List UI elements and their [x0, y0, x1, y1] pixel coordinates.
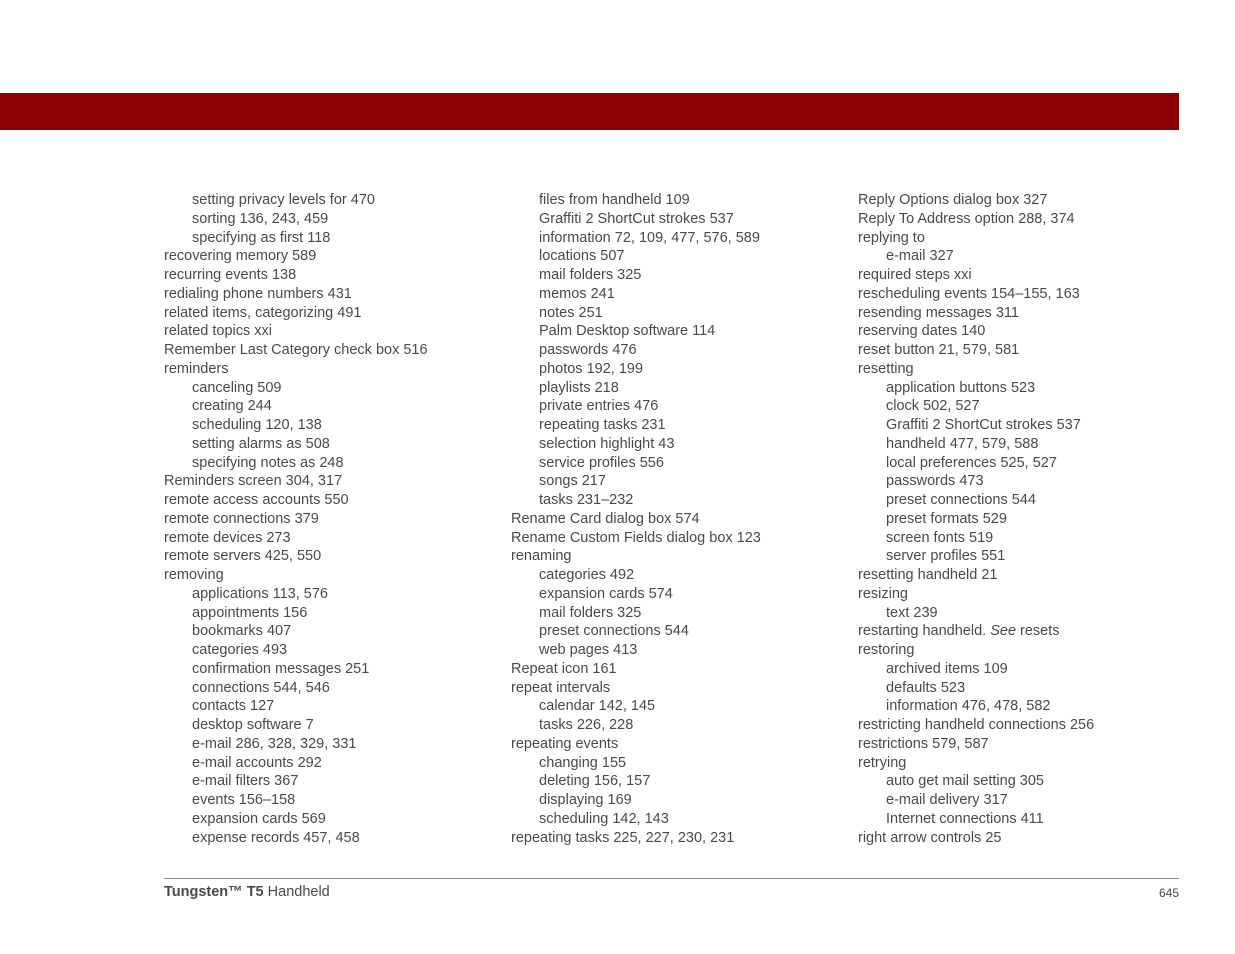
- index-entry: remote access accounts 550: [164, 492, 349, 508]
- index-subentry: changing 155: [539, 754, 627, 771]
- index-subentry: scheduling 120, 138: [192, 417, 322, 433]
- index-subentry: screen fonts 519: [886, 529, 994, 546]
- index-subentry: canceling 509: [192, 379, 282, 396]
- footer-divider: [164, 878, 1179, 879]
- index-subentry: mail folders 325: [539, 267, 642, 283]
- index-column-3: [858, 191, 1198, 847]
- index-subentry: scheduling 142, 143: [539, 810, 669, 827]
- index-entry: Rename Custom Fields dialog box 123: [511, 529, 761, 546]
- index-subentry: expansion cards 569: [192, 810, 326, 827]
- index-subentry: passwords 476: [539, 342, 637, 358]
- index-subentry: e-mail 286, 328, 329, 331: [192, 735, 357, 752]
- index-entry: resetting handheld 21: [858, 567, 998, 583]
- index-entry: related topics xxi: [164, 323, 272, 340]
- index-subentry: repeating tasks 231: [539, 417, 666, 433]
- index-entry: replying to: [858, 229, 925, 246]
- index-subentry: specifying notes as 248: [192, 454, 344, 471]
- index-entry: renaming: [511, 548, 572, 565]
- index-subentry: text 239: [886, 604, 938, 621]
- see-reference: See: [990, 623, 1017, 640]
- index-subentry: photos 192, 199: [539, 360, 644, 377]
- index-subentry: locations 507: [539, 248, 625, 265]
- index-subentry: specifying as first 118: [192, 229, 331, 246]
- index-subentry: Graffiti 2 ShortCut strokes 537: [886, 417, 1081, 433]
- index-entry: repeat intervals: [511, 679, 611, 696]
- index-subentry: handheld 477, 579, 588: [886, 435, 1039, 452]
- index-subentry: desktop software 7: [192, 717, 314, 733]
- index-subentry: connections 544, 546: [192, 679, 330, 696]
- index-subentry: passwords 473: [886, 473, 984, 490]
- index-subentry: deleting 156, 157: [539, 773, 651, 790]
- footer-product-title: [164, 884, 330, 900]
- index-entry: Repeat icon 161: [511, 660, 617, 677]
- index-subentry: local preferences 525, 527: [886, 454, 1057, 471]
- index-subentry: auto get mail setting 305: [886, 773, 1044, 790]
- index-entry: resending messages 311: [858, 304, 1019, 321]
- index-entry: repeating tasks 225, 227, 230, 231: [511, 829, 735, 846]
- index-subentry: calendar 142, 145: [539, 698, 656, 715]
- index-subentry: playlists 218: [539, 379, 619, 396]
- index-entry: restoring: [858, 642, 915, 658]
- index-subentry: appointments 156: [192, 604, 308, 621]
- index-entry: Reply To Address option 288, 374: [858, 210, 1075, 227]
- index-subentry: preset formats 529: [886, 510, 1007, 527]
- index-subentry: defaults 523: [886, 679, 966, 696]
- index-subentry: server profiles 551: [886, 548, 1006, 565]
- index-entry: Rename Card dialog box 574: [511, 510, 700, 527]
- index-entry: right arrow controls 25: [858, 829, 1002, 846]
- index-subentry: confirmation messages 251: [192, 660, 370, 677]
- index-entry: remote servers 425, 550: [164, 548, 322, 565]
- index-subentry: selection highlight 43: [539, 435, 675, 452]
- index-entry: remote connections 379: [164, 510, 319, 527]
- index-entry: Remember Last Category check box 516: [164, 342, 428, 358]
- index-subentry: contacts 127: [192, 698, 275, 715]
- index-subentry: memos 241: [539, 285, 615, 302]
- index-subentry: Graffiti 2 ShortCut strokes 537: [539, 210, 734, 227]
- index-subentry: songs 217: [539, 473, 606, 490]
- index-entry: restarting handheld. See resets: [858, 623, 1060, 640]
- index-entry: reserving dates 140: [858, 323, 986, 340]
- index-entry: removing: [164, 567, 224, 583]
- page-number: 645: [1158, 886, 1179, 900]
- index-subentry: Palm Desktop software 114: [539, 323, 716, 340]
- index-subentry: expense records 457, 458: [192, 829, 360, 846]
- index-subentry: information 72, 109, 477, 576, 589: [539, 229, 760, 246]
- index-entry: resetting: [858, 360, 914, 377]
- index-subentry: information 476, 478, 582: [886, 698, 1051, 715]
- index-subentry: sorting 136, 243, 459: [192, 210, 329, 227]
- index-entry: remote devices 273: [164, 529, 291, 546]
- index-entry: rescheduling events 154–155, 163: [858, 285, 1080, 302]
- index-subentry: private entries 476: [539, 398, 659, 415]
- index-entry: related items, categorizing 491: [164, 304, 362, 321]
- index-entry: redialing phone numbers 431: [164, 285, 352, 302]
- index-subentry: preset connections 544: [539, 623, 689, 640]
- index-subentry: Internet connections 411: [886, 810, 1044, 827]
- footer-product-suffix: Handheld: [263, 884, 330, 900]
- header-banner: [0, 93, 1179, 130]
- index-entry: retrying: [858, 754, 907, 771]
- index-column-1: [164, 191, 504, 847]
- index-subentry: tasks 231–232: [539, 492, 634, 508]
- index-entry: resizing: [858, 585, 908, 602]
- index-subentry: clock 502, 527: [886, 398, 980, 415]
- index-subentry: expansion cards 574: [539, 585, 673, 602]
- index-subentry: e-mail delivery 317: [886, 792, 1008, 808]
- index-subentry: e-mail filters 367: [192, 773, 299, 790]
- index-subentry: bookmarks 407: [192, 623, 292, 640]
- index-subentry: e-mail accounts 292: [192, 754, 322, 771]
- index-subentry: archived items 109: [886, 660, 1008, 677]
- index-subentry: service profiles 556: [539, 454, 664, 471]
- index-entry: Reply Options dialog box 327: [858, 192, 1048, 208]
- index-subentry: setting alarms as 508: [192, 435, 330, 452]
- index-entry: reminders: [164, 360, 229, 377]
- index-entry: repeating events: [511, 735, 619, 752]
- index-subentry: e-mail 327: [886, 248, 954, 265]
- index-subentry: displaying 169: [539, 792, 632, 808]
- index-entry: reset button 21, 579, 581: [858, 342, 1020, 358]
- index-subentry: events 156–158: [192, 792, 296, 808]
- index-subentry: preset connections 544: [886, 492, 1036, 508]
- index-subentry: notes 251: [539, 304, 603, 321]
- index-subentry: mail folders 325: [539, 604, 642, 621]
- index-subentry: creating 244: [192, 398, 272, 415]
- footer-product-name: Tungsten™ T5: [164, 884, 264, 900]
- index-subentry: setting privacy levels for 470: [192, 192, 375, 208]
- index-entry: recurring events 138: [164, 267, 297, 283]
- index-subentry: categories 493: [192, 642, 288, 658]
- index-subentry: tasks 226, 228: [539, 717, 634, 733]
- index-entry: recovering memory 589: [164, 248, 317, 265]
- index-entry: restrictions 579, 587: [858, 735, 989, 752]
- index-entry: Reminders screen 304, 317: [164, 473, 343, 490]
- index-column-2: [511, 191, 851, 847]
- index-subentry: applications 113, 576: [192, 585, 328, 602]
- index-entry: restricting handheld connections 256: [858, 717, 1095, 733]
- index-subentry: application buttons 523: [886, 379, 1036, 396]
- index-subentry: files from handheld 109: [539, 192, 690, 208]
- index-subentry: web pages 413: [539, 642, 638, 658]
- index-entry: required steps xxi: [858, 267, 972, 283]
- index-subentry: categories 492: [539, 567, 635, 583]
